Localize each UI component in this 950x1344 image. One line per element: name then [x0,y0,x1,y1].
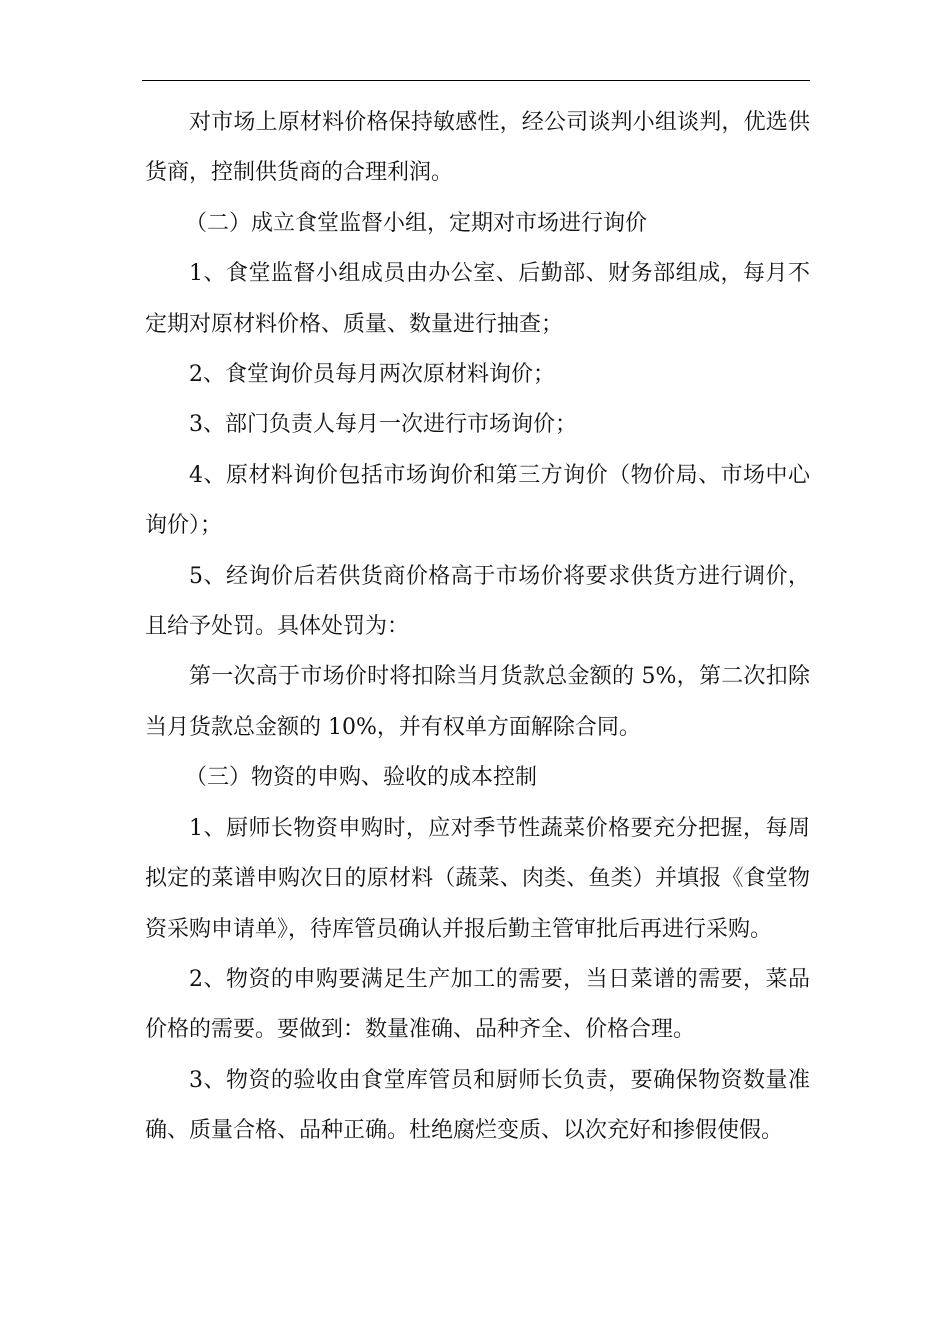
paragraph: 5、经询价后若供货商价格高于市场价将要求供货方进行调价，且给予处罚。具体处罚为： [145,563,810,640]
paragraph: 2、食堂询价员每月两次原材料询价； [189,362,555,388]
paragraph: 1、食堂监督小组成员由办公室、后勤部、财务部组成，每月不定期对原材料价格、质量、数量进行抽查； [145,261,810,337]
header-rule [142,80,810,81]
paragraph: 3、部门负责人每月一次进行市场询价； [189,412,577,438]
paragraph: 对市场上原材料价格保持敏感性，经公司谈判小组谈判，优选供货商，控制供货商的合理利润。 [145,110,810,186]
paragraph: 第一次高于市场价时将扣除当月货款总金额的 5%，第二次扣除当月货款总金额的 10%，并有权单方面解除合同。 [145,664,810,740]
paragraph: 1、厨师长物资申购时，应对季节性蔬菜价格要充分把握，每周拟定的菜谱申购次日的原材料（蔬菜、肉类、鱼类）并填报《食堂物资采购申请单》，待库管员确认并报后勤主管审批后再进行采购。 [145,815,810,942]
section-heading-3: （三）物资的申购、验收的成本控制 [185,765,538,791]
section-heading-2: （二）成立食堂监督小组，定期对市场进行询价 [185,210,648,236]
paragraph: 2、物资的申购要满足生产加工的需要，当日菜谱的需要，菜品价格的需要。要做到：数量准确、品种齐全、价格合理。 [145,966,810,1043]
document-body [145,98,810,1157]
paragraph: 4、原材料询价包括市场询价和第三方询价（物价局、市场中心询价）； [145,462,810,539]
paragraph: 3、物资的验收由食堂库管员和厨师长负责，要确保物资数量准确、质量合格、品种正确。杜绝腐烂变质、以次充好和掺假使假。 [145,1067,810,1144]
